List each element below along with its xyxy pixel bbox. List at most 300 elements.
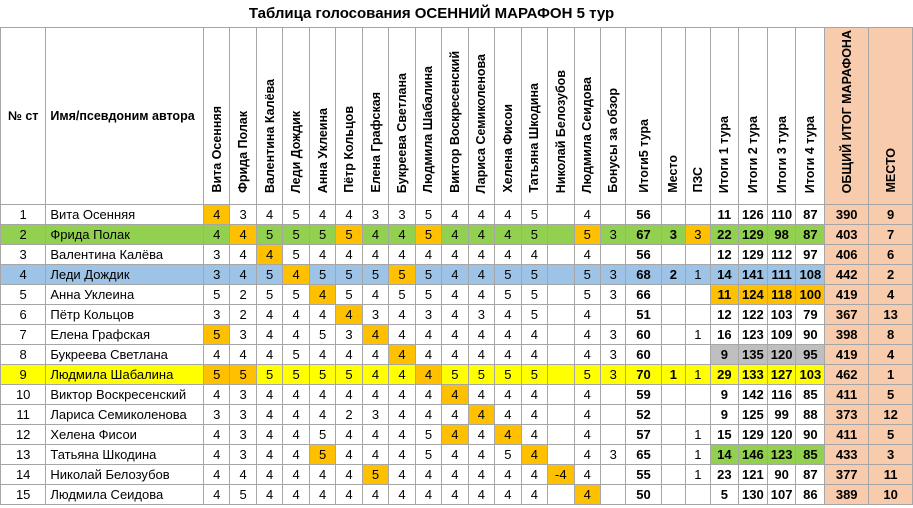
header-judge-label: Лариса Семиколенова	[474, 53, 489, 193]
vote-cell: 4	[309, 465, 335, 485]
t2-cell: 125	[739, 405, 768, 425]
vote-cell: 4	[230, 465, 256, 485]
bonus-cell: 3	[600, 345, 626, 365]
header-judge-label: Людмила Сеидова	[580, 76, 595, 193]
t3-cell: 112	[767, 245, 796, 265]
total-cell: 462	[825, 365, 869, 385]
total-cell: 398	[825, 325, 869, 345]
mesto-cell	[661, 285, 686, 305]
row-number: 2	[1, 225, 46, 245]
vote-cell: 4	[230, 245, 256, 265]
bonus-cell	[600, 385, 626, 405]
vote-cell: 5	[256, 265, 282, 285]
mesto-cell: 2	[661, 265, 686, 285]
mesto-cell	[661, 205, 686, 225]
vote-cell: 5	[574, 265, 600, 285]
vote-cell: 4	[442, 265, 468, 285]
vote-cell: 4	[283, 445, 309, 465]
header-judge	[203, 28, 229, 205]
vote-cell: 4	[336, 245, 362, 265]
vote-cell: 4	[362, 365, 388, 385]
pzs-cell	[686, 385, 711, 405]
vote-cell: 5	[574, 225, 600, 245]
vote-cell: 4	[309, 385, 335, 405]
t2-cell: 124	[739, 285, 768, 305]
vote-cell: 4	[389, 305, 415, 325]
vote-cell: 4	[574, 305, 600, 325]
place-cell: 5	[869, 385, 913, 405]
t1-cell: 12	[710, 245, 738, 265]
t2-cell: 129	[739, 245, 768, 265]
vote-cell: 5	[256, 225, 282, 245]
header-bonus	[600, 28, 626, 205]
header-itogi2-label: Итоги 2 тура	[745, 115, 760, 193]
vote-cell: 4	[256, 245, 282, 265]
t4-cell: 87	[796, 225, 825, 245]
author-name: Пётр Кольцов	[46, 305, 204, 325]
total-cell: 367	[825, 305, 869, 325]
t4-cell: 100	[796, 285, 825, 305]
t4-cell: 86	[796, 485, 825, 505]
vote-cell: 5	[309, 265, 335, 285]
mesto-cell	[661, 245, 686, 265]
vote-cell: 4	[256, 305, 282, 325]
t3-cell: 98	[767, 225, 796, 245]
author-name: Виктор Воскресенский	[46, 385, 204, 405]
vote-cell: 4	[468, 385, 494, 405]
vote-cell: 5	[495, 365, 521, 385]
mesto-cell	[661, 485, 686, 505]
vote-cell: 4	[389, 385, 415, 405]
vote-cell: 3	[230, 405, 256, 425]
vote-cell: 5	[203, 325, 229, 345]
total-cell: 411	[825, 425, 869, 445]
header-row	[1, 28, 913, 205]
bonus-cell: 3	[600, 445, 626, 465]
itog5-cell: 60	[626, 325, 661, 345]
table-row	[1, 485, 913, 505]
author-name: Елена Графская	[46, 325, 204, 345]
vote-cell: 3	[468, 305, 494, 325]
vote-cell: 5	[574, 365, 600, 385]
t4-cell: 108	[796, 265, 825, 285]
vote-cell: 5	[309, 365, 335, 385]
header-pzs-label: ПЗС	[690, 167, 705, 193]
vote-cell	[548, 405, 574, 425]
vote-cell: 5	[415, 445, 441, 465]
header-bonus-label: Бонусы за обзор	[606, 88, 621, 193]
vote-cell: 4	[495, 225, 521, 245]
vote-cell: 5	[283, 345, 309, 365]
vote-cell: 4	[336, 205, 362, 225]
vote-cell: 5	[389, 265, 415, 285]
vote-cell: 4	[336, 305, 362, 325]
pzs-cell	[686, 245, 711, 265]
vote-cell: 3	[230, 445, 256, 465]
mesto-cell	[661, 345, 686, 365]
vote-cell: 5	[336, 365, 362, 385]
t1-cell: 22	[710, 225, 738, 245]
bonus-cell: 3	[600, 325, 626, 345]
row-number: 9	[1, 365, 46, 385]
place-cell: 4	[869, 345, 913, 365]
vote-cell: 4	[230, 345, 256, 365]
author-name: Анна Уклеина	[46, 285, 204, 305]
vote-cell: 4	[442, 465, 468, 485]
vote-cell: 3	[415, 305, 441, 325]
t2-cell: 129	[739, 225, 768, 245]
place-cell: 2	[869, 265, 913, 285]
vote-cell: 4	[336, 445, 362, 465]
header-judge	[389, 28, 415, 205]
place-cell: 13	[869, 305, 913, 325]
row-number: 4	[1, 265, 46, 285]
vote-cell: 4	[415, 405, 441, 425]
vote-cell	[548, 345, 574, 365]
header-judge-label: Людмила Шабалина	[421, 66, 436, 193]
header-judge	[283, 28, 309, 205]
header-place-label: МЕСТО	[883, 148, 898, 193]
t3-cell: 120	[767, 345, 796, 365]
itog5-cell: 65	[626, 445, 661, 465]
table-row	[1, 425, 913, 445]
bonus-cell	[600, 305, 626, 325]
t1-cell: 9	[710, 345, 738, 365]
mesto-cell	[661, 465, 686, 485]
bonus-cell	[600, 205, 626, 225]
vote-cell: 4	[362, 225, 388, 245]
vote-cell: 4	[574, 325, 600, 345]
table-row	[1, 445, 913, 465]
total-cell: 406	[825, 245, 869, 265]
vote-cell: 5	[389, 285, 415, 305]
vote-cell: 4	[468, 485, 494, 505]
table-body	[1, 205, 913, 505]
vote-cell: 3	[203, 305, 229, 325]
vote-cell: 4	[336, 345, 362, 365]
table-row	[1, 265, 913, 285]
vote-cell	[548, 385, 574, 405]
header-judge	[309, 28, 335, 205]
header-itogi5-label: Итоги5 тура	[636, 119, 651, 193]
vote-cell: 4	[442, 205, 468, 225]
t1-cell: 14	[710, 445, 738, 465]
row-number: 1	[1, 205, 46, 225]
vote-cell: 4	[283, 265, 309, 285]
mesto-cell: 1	[661, 365, 686, 385]
bonus-cell: 3	[600, 265, 626, 285]
vote-cell: 4	[468, 265, 494, 285]
total-cell: 419	[825, 285, 869, 305]
author-name: Татьяна Шкодина	[46, 445, 204, 465]
vote-cell: 3	[362, 405, 388, 425]
vote-cell: 2	[230, 305, 256, 325]
table-row	[1, 345, 913, 365]
vote-cell	[548, 325, 574, 345]
vote-cell: 5	[283, 285, 309, 305]
vote-cell: 4	[495, 465, 521, 485]
header-judge-label: Пётр Кольцов	[342, 106, 357, 193]
pzs-cell	[686, 345, 711, 365]
t3-cell: 90	[767, 465, 796, 485]
vote-cell: 4	[283, 385, 309, 405]
header-itogi3-label: Итоги 3 тура	[774, 115, 789, 193]
t2-cell: 146	[739, 445, 768, 465]
vote-cell: 4	[521, 345, 547, 365]
t3-cell: 103	[767, 305, 796, 325]
header-judge-label: Валентина Калёва	[262, 78, 277, 193]
t3-cell: 110	[767, 205, 796, 225]
vote-cell: 5	[495, 285, 521, 305]
vote-cell: 4	[336, 485, 362, 505]
header-mesto5	[661, 28, 686, 205]
total-cell: 403	[825, 225, 869, 245]
itog5-cell: 52	[626, 405, 661, 425]
t3-cell: 120	[767, 425, 796, 445]
t4-cell: 85	[796, 385, 825, 405]
pzs-cell	[686, 405, 711, 425]
header-judge	[362, 28, 388, 205]
vote-cell: 4	[203, 425, 229, 445]
vote-cell: 4	[495, 205, 521, 225]
vote-cell: 3	[336, 325, 362, 345]
vote-cell: 4	[495, 305, 521, 325]
bonus-cell: 3	[600, 365, 626, 385]
vote-cell: 4	[230, 265, 256, 285]
vote-cell: 4	[256, 465, 282, 485]
total-cell: 389	[825, 485, 869, 505]
vote-cell: 4	[283, 405, 309, 425]
vote-cell: 4	[389, 365, 415, 385]
vote-cell: 5	[362, 265, 388, 285]
pzs-cell: 1	[686, 445, 711, 465]
bonus-cell	[600, 425, 626, 445]
t2-cell: 129	[739, 425, 768, 445]
vote-cell: 5	[415, 265, 441, 285]
bonus-cell	[600, 245, 626, 265]
vote-cell: 5	[495, 265, 521, 285]
t2-cell: 135	[739, 345, 768, 365]
vote-cell: 4	[203, 445, 229, 465]
vote-cell: 5	[283, 365, 309, 385]
row-number: 11	[1, 405, 46, 425]
vote-cell: 4	[574, 485, 600, 505]
mesto-cell	[661, 325, 686, 345]
vote-cell: 3	[203, 265, 229, 285]
vote-cell: 4	[309, 345, 335, 365]
header-judge-label: Леди Дождик	[289, 110, 304, 193]
vote-cell: 4	[468, 285, 494, 305]
vote-cell: 2	[230, 285, 256, 305]
pzs-cell	[686, 485, 711, 505]
place-cell: 11	[869, 465, 913, 485]
vote-cell: 4	[574, 205, 600, 225]
t2-cell: 133	[739, 365, 768, 385]
t2-cell: 123	[739, 325, 768, 345]
vote-cell: 4	[521, 445, 547, 465]
table-row	[1, 405, 913, 425]
vote-cell: 5	[230, 485, 256, 505]
t3-cell: 111	[767, 265, 796, 285]
vote-cell: 4	[521, 245, 547, 265]
bonus-cell	[600, 405, 626, 425]
table-row	[1, 305, 913, 325]
vote-cell: 4	[203, 205, 229, 225]
vote-cell: 4	[468, 405, 494, 425]
vote-cell: 4	[256, 345, 282, 365]
header-pzs	[686, 28, 711, 205]
vote-cell: 5	[521, 265, 547, 285]
vote-cell: 4	[442, 305, 468, 325]
table-row	[1, 245, 913, 265]
vote-cell	[548, 445, 574, 465]
header-judge-label: Елена Графская	[368, 92, 383, 193]
vote-cell: 4	[203, 465, 229, 485]
t4-cell: 79	[796, 305, 825, 325]
bonus-cell	[600, 465, 626, 485]
vote-cell	[548, 245, 574, 265]
header-judge-label: Вита Осенняя	[209, 106, 224, 193]
vote-cell: 4	[362, 345, 388, 365]
vote-cell: 4	[574, 425, 600, 445]
vote-cell: 5	[336, 225, 362, 245]
place-cell: 1	[869, 365, 913, 385]
vote-cell: 5	[309, 325, 335, 345]
pzs-cell	[686, 205, 711, 225]
place-cell: 6	[869, 245, 913, 265]
t3-cell: 118	[767, 285, 796, 305]
t1-cell: 11	[710, 205, 738, 225]
header-itogi1-label: Итоги 1 тура	[717, 115, 732, 193]
header-judge	[521, 28, 547, 205]
t3-cell: 107	[767, 485, 796, 505]
vote-cell: 5	[230, 365, 256, 385]
mesto-cell	[661, 405, 686, 425]
row-number: 3	[1, 245, 46, 265]
header-itogi2	[739, 28, 768, 205]
author-name: Лариса Семиколенова	[46, 405, 204, 425]
place-cell: 10	[869, 485, 913, 505]
itog5-cell: 57	[626, 425, 661, 445]
vote-cell: 4	[389, 425, 415, 445]
vote-cell: 4	[468, 465, 494, 485]
vote-cell: 4	[362, 485, 388, 505]
bonus-cell: 3	[600, 285, 626, 305]
vote-cell: 3	[230, 205, 256, 225]
vote-cell: 4	[442, 405, 468, 425]
t2-cell: 142	[739, 385, 768, 405]
total-cell: 411	[825, 385, 869, 405]
vote-cell: 4	[389, 245, 415, 265]
vote-cell: 4	[256, 485, 282, 505]
vote-cell: 4	[574, 385, 600, 405]
vote-cell: 4	[468, 245, 494, 265]
header-mesto5-label: Место	[666, 155, 681, 193]
table-row	[1, 285, 913, 305]
vote-cell: 4	[521, 465, 547, 485]
vote-cell: 4	[309, 485, 335, 505]
vote-cell: 4	[389, 445, 415, 465]
mesto-cell	[661, 425, 686, 445]
vote-cell: 4	[203, 385, 229, 405]
vote-cell: 4	[415, 325, 441, 345]
itog5-cell: 59	[626, 385, 661, 405]
t2-cell: 141	[739, 265, 768, 285]
header-judge	[495, 28, 521, 205]
vote-cell: 5	[309, 425, 335, 445]
vote-cell: 4	[389, 225, 415, 245]
vote-cell: 4	[495, 325, 521, 345]
vote-cell: 5	[521, 205, 547, 225]
header-total	[825, 28, 869, 205]
pzs-cell	[686, 285, 711, 305]
vote-cell	[548, 205, 574, 225]
bonus-cell	[600, 485, 626, 505]
vote-cell: 4	[283, 485, 309, 505]
itog5-cell: 51	[626, 305, 661, 325]
total-cell: 373	[825, 405, 869, 425]
row-number: 10	[1, 385, 46, 405]
vote-cell: 4	[283, 425, 309, 445]
table-row	[1, 385, 913, 405]
vote-cell: 4	[362, 245, 388, 265]
vote-cell: 4	[521, 405, 547, 425]
vote-cell: 4	[336, 385, 362, 405]
pzs-cell	[686, 305, 711, 325]
vote-cell: 5	[256, 365, 282, 385]
total-cell: 419	[825, 345, 869, 365]
vote-cell: 4	[415, 365, 441, 385]
itog5-cell: 60	[626, 345, 661, 365]
row-number: 14	[1, 465, 46, 485]
vote-cell: 4	[442, 445, 468, 465]
vote-cell: 5	[203, 365, 229, 385]
t3-cell: 123	[767, 445, 796, 465]
vote-cell: 3	[230, 385, 256, 405]
vote-cell: 5	[495, 445, 521, 465]
vote-cell	[548, 485, 574, 505]
header-judge	[574, 28, 600, 205]
header-itogi1	[710, 28, 738, 205]
t4-cell: 90	[796, 425, 825, 445]
vote-cell: 5	[309, 445, 335, 465]
t1-cell: 15	[710, 425, 738, 445]
vote-cell: 4	[336, 425, 362, 445]
t2-cell: 126	[739, 205, 768, 225]
mesto-cell	[661, 305, 686, 325]
vote-cell: 4	[468, 445, 494, 465]
vote-cell: 4	[362, 425, 388, 445]
vote-cell: 5	[468, 365, 494, 385]
vote-cell: 4	[468, 205, 494, 225]
author-name: Людмила Сеидова	[46, 485, 204, 505]
vote-cell: 4	[389, 485, 415, 505]
t1-cell: 12	[710, 305, 738, 325]
vote-cell: 4	[442, 385, 468, 405]
bonus-cell: 3	[600, 225, 626, 245]
voting-table	[0, 27, 913, 505]
header-judge	[230, 28, 256, 205]
vote-cell: 4	[256, 325, 282, 345]
vote-cell: 5	[336, 285, 362, 305]
itog5-cell: 67	[626, 225, 661, 245]
row-number: 15	[1, 485, 46, 505]
vote-cell: 5	[574, 285, 600, 305]
table-row	[1, 225, 913, 245]
table-row	[1, 325, 913, 345]
vote-cell: 4	[442, 245, 468, 265]
vote-cell: 4	[283, 465, 309, 485]
